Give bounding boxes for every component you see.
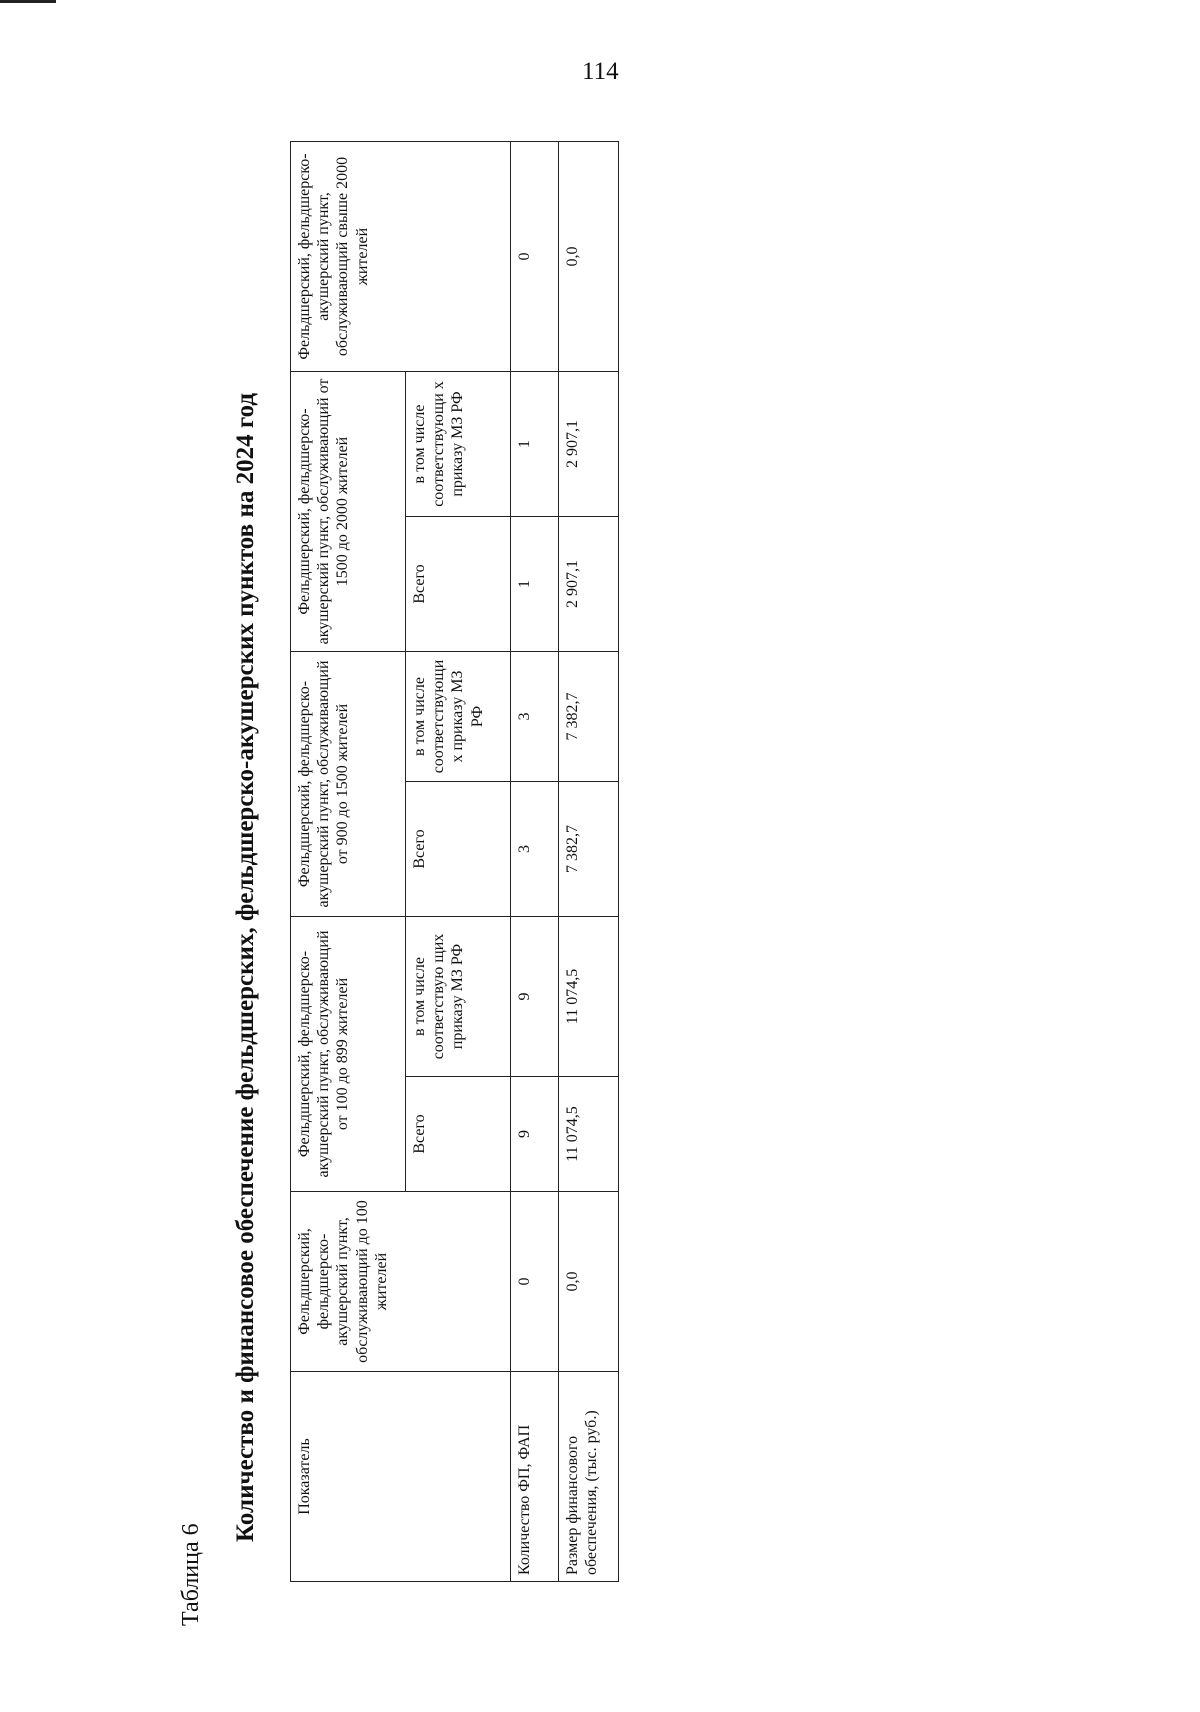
cell-900-1500-total: 7 382,7 — [559, 782, 619, 917]
fap-table — [290, 141, 619, 1582]
cell-900-1500-compliant: 7 382,7 — [559, 652, 619, 782]
header-indicator: Показатель — [291, 1372, 511, 1582]
header-total-900-1500: Всего — [406, 782, 511, 917]
header-1500-2000: Фельдшерский, фельдшерско-акушерский пункт, обслуживающий от 1500 до 2000 жителей — [291, 372, 406, 652]
cell-up-to-100: 0,0 — [559, 1192, 619, 1372]
table-label: Таблица 6 — [178, 1523, 204, 1626]
cell-900-1500-total: 3 — [511, 782, 559, 917]
cell-over-2000: 0 — [511, 142, 559, 372]
table-row — [511, 142, 559, 1582]
header-compliant-900-1500: в том числе соответствующи х приказу МЗ РФ — [406, 652, 511, 782]
header-row-1 — [291, 142, 406, 1582]
table-row — [559, 142, 619, 1582]
header-compliant-1500-2000: в том числе соответствующи х приказу МЗ РФ — [406, 372, 511, 517]
row-label: Размер финансового обеспечения, (тыс. руб.) — [559, 1372, 619, 1582]
header-100-899: Фельдшерский, фельдшерско-акушерский пункт, обслуживающий от 100 до 899 жителей — [291, 917, 406, 1192]
header-total-100-899: Всего — [406, 1077, 511, 1192]
cell-1500-2000-total: 2 907,1 — [559, 517, 619, 652]
cell-over-2000: 0,0 — [559, 142, 619, 372]
cell-100-899-compliant: 11 074,5 — [559, 917, 619, 1077]
header-900-1500: Фельдшерский, фельдшерско-акушерский пункт, обслуживающий от 900 до 1500 жителей — [291, 652, 406, 917]
header-compliant-100-899: в том числе соответствую щих приказу МЗ РФ — [406, 917, 511, 1077]
cell-1500-2000-compliant: 1 — [511, 372, 559, 517]
cell-up-to-100: 0 — [511, 1192, 559, 1372]
table-title: Количество и финансовое обеспечение фельдшерских, фельдшерско-акушерских пунктов на 2024 год — [232, 393, 259, 1542]
row-label: Количество ФП, ФАП — [511, 1372, 559, 1582]
cell-100-899-total: 11 074,5 — [559, 1077, 619, 1192]
header-total-1500-2000: Всего — [406, 517, 511, 652]
cell-100-899-total: 9 — [511, 1077, 559, 1192]
header-over-2000: Фельдшерский, фельдшерско-акушерский пункт, обслуживающий свыше 2000 жителей — [291, 142, 511, 372]
page-number: 114 — [582, 58, 619, 85]
cell-100-899-compliant: 9 — [511, 917, 559, 1077]
header-up-to-100: Фельдшерский, фельдшерско-акушерский пункт, обслуживающий до 100 жителей — [291, 1192, 511, 1372]
cell-900-1500-compliant: 3 — [511, 652, 559, 782]
cell-1500-2000-compliant: 2 907,1 — [559, 372, 619, 517]
cell-1500-2000-total: 1 — [511, 517, 559, 652]
